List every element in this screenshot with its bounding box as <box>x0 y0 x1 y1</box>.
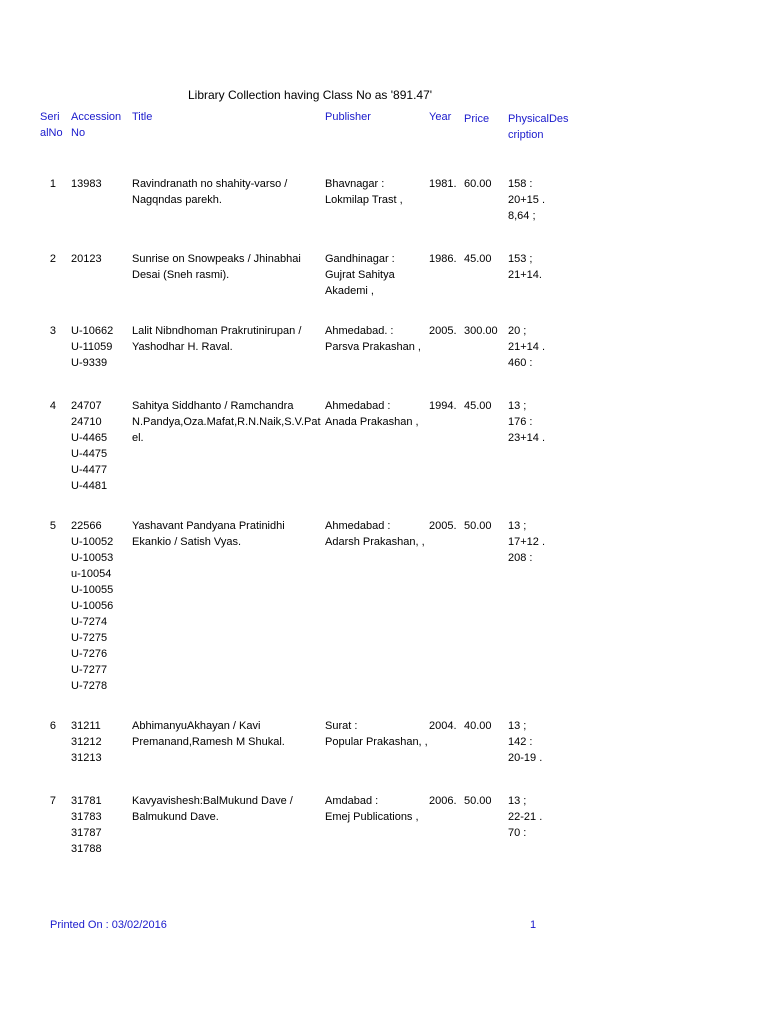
title-cell-line: Premanand,Ramesh M Shukal. <box>132 736 285 748</box>
header-accession-line: No <box>71 127 86 139</box>
page-number: 1 <box>530 919 537 931</box>
physical-description-cell-line: 23+14 . <box>508 432 546 444</box>
title-cell-line: Ekankio / Satish Vyas. <box>132 536 242 548</box>
publisher-cell-line: Gandhinagar : <box>325 253 395 265</box>
accession-no-line: U-7277 <box>71 664 108 676</box>
serial-no: 6 <box>49 720 56 732</box>
publisher-cell-line: Ahmedabad : <box>325 400 391 412</box>
publisher-cell-line: Akademi , <box>325 285 374 297</box>
accession-no-line: 31212 <box>71 736 102 748</box>
physical-description-cell <box>508 176 545 224</box>
header-publisher-line: Publisher <box>325 111 371 123</box>
publisher-cell-line: Surat : <box>325 720 358 732</box>
serial-no: 2 <box>49 253 56 265</box>
year-cell: 1994. <box>429 400 457 412</box>
accession-no-line: 31788 <box>71 843 102 855</box>
accession-no-line: 31783 <box>71 811 102 823</box>
price-cell: 50.00 <box>464 795 492 807</box>
physical-description-cell-line: 142 : <box>508 736 533 748</box>
physical-description-cell-line: 13 ; <box>508 400 527 412</box>
accession-no-line: U-4481 <box>71 480 108 492</box>
physical-description-cell-line: 158 : <box>508 178 533 190</box>
accession-no-line: U-7278 <box>71 680 108 692</box>
title-cell-line: Sunrise on Snowpeaks / Jhinabhai <box>132 253 301 265</box>
publisher-cell-line: Lokmilap Trast , <box>325 194 403 206</box>
title-cell-line: Sahitya Siddhanto / Ramchandra <box>132 400 294 412</box>
publisher-cell-line: Ahmedabad. : <box>325 325 394 337</box>
physical-description-cell-line: 20+15 . <box>508 194 546 206</box>
physical-description-cell <box>508 793 542 841</box>
title-cell <box>132 176 322 208</box>
accession-no <box>71 718 102 766</box>
accession-no <box>71 251 102 267</box>
year-cell: 1986. <box>429 253 457 265</box>
accession-no-line: U-7274 <box>71 616 108 628</box>
physical-description-cell-line: 20-19 . <box>508 752 543 764</box>
title-cell-line: Nagqndas parekh. <box>132 194 222 206</box>
physical-description-cell-line: 153 ; <box>508 253 533 265</box>
physical-description-cell-line: 176 : <box>508 416 533 428</box>
accession-no-line: U-9339 <box>71 357 108 369</box>
accession-no-line: U-10053 <box>71 552 114 564</box>
price-cell: 40.00 <box>464 720 492 732</box>
header-year <box>429 109 451 125</box>
header-price-line: Price <box>464 113 490 125</box>
price-cell: 300.00 <box>464 325 498 337</box>
publisher-cell <box>325 718 428 750</box>
physical-description-cell <box>508 718 542 766</box>
physical-description-cell <box>508 323 545 371</box>
title-cell-line: Ravindranath no shahity-varso / <box>132 178 288 190</box>
accession-no-line: U-7275 <box>71 632 108 644</box>
serial-no: 7 <box>49 795 56 807</box>
physical-description-cell-line: 13 ; <box>508 720 527 732</box>
publisher-cell <box>325 518 425 550</box>
title-cell-line: Desai (Sneh rasmi). <box>132 269 230 281</box>
accession-no-line: U-4475 <box>71 448 108 460</box>
accession-no-line: 31781 <box>71 795 102 807</box>
publisher-cell <box>325 793 419 825</box>
price-cell: 60.00 <box>464 178 492 190</box>
header-publisher <box>325 109 371 125</box>
accession-no-line: 24710 <box>71 416 102 428</box>
year-cell: 2005. <box>429 325 457 337</box>
title-cell <box>132 251 322 283</box>
physical-description-cell-line: 460 : <box>508 357 533 369</box>
accession-no-line: U-10052 <box>71 536 114 548</box>
physical-description-cell-line: 20 ; <box>508 325 527 337</box>
accession-no-line: 31213 <box>71 752 102 764</box>
header-physical-line: cription <box>508 129 544 141</box>
accession-no-line: U-10056 <box>71 600 114 612</box>
title-cell <box>132 398 322 446</box>
header-serial-line: alNo <box>40 127 63 139</box>
accession-no-line: U-4477 <box>71 464 108 476</box>
header-title <box>132 109 152 125</box>
accession-no <box>71 793 102 857</box>
physical-description-cell-line: 208 : <box>508 552 533 564</box>
accession-no-line: 24707 <box>71 400 102 412</box>
accession-no-line: U-10055 <box>71 584 114 596</box>
physical-description-cell-line: 8,64 ; <box>508 210 536 222</box>
price-cell: 45.00 <box>464 253 492 265</box>
publisher-cell-line: Gujrat Sahitya <box>325 269 395 281</box>
publisher-cell-line: Anada Prakashan , <box>325 416 419 428</box>
publisher-cell-line: Bhavnagar : <box>325 178 385 190</box>
publisher-cell <box>325 323 421 355</box>
header-year-line: Year <box>429 111 452 123</box>
physical-description-cell <box>508 518 545 566</box>
title-cell-line: Lalit Nibndhoman Prakrutinirupan / <box>132 325 302 337</box>
physical-description-cell <box>508 398 545 446</box>
title-cell-line: Yashodhar H. Raval. <box>132 341 233 353</box>
serial-no: 3 <box>49 325 56 337</box>
title-cell-line: Balmukund Dave. <box>132 811 219 823</box>
accession-no-line: 31211 <box>71 720 101 732</box>
header-serial <box>40 109 63 141</box>
serial-no: 1 <box>49 178 56 190</box>
publisher-cell-line: Ahmedabad : <box>325 520 391 532</box>
header-accession-line: Accession <box>71 111 122 123</box>
title-cell-line: Yashavant Pandyana Pratinidhi <box>132 520 285 532</box>
printed-on: Printed On : 03/02/2016 <box>50 919 167 931</box>
publisher-cell-line: Popular Prakashan, , <box>325 736 428 748</box>
physical-description-cell-line: 21+14. <box>508 269 542 281</box>
accession-no-line: U-11059 <box>71 341 113 353</box>
physical-description-cell <box>508 251 542 283</box>
year-cell: 2005. <box>429 520 457 532</box>
serial-no: 4 <box>49 400 56 412</box>
accession-no-line: 13983 <box>71 178 102 190</box>
publisher-cell-line: Emej Publications , <box>325 811 419 823</box>
publisher-cell-line: Adarsh Prakashan, , <box>325 536 425 548</box>
physical-description-cell-line: 22-21 . <box>508 811 543 823</box>
publisher-cell <box>325 398 419 430</box>
header-title-line: Title <box>132 111 153 123</box>
accession-no-line: U-4465 <box>71 432 108 444</box>
publisher-cell-line: Amdabad : <box>325 795 379 807</box>
accession-no-line: U-7276 <box>71 648 108 660</box>
publisher-cell <box>325 176 403 208</box>
title-cell-line: N.Pandya,Oza.Mafat,R.N.Naik,S.V.Pat <box>132 416 321 428</box>
year-cell: 2004. <box>429 720 457 732</box>
accession-no <box>71 398 107 494</box>
physical-description-cell-line: 13 ; <box>508 795 527 807</box>
publisher-cell-line: Parsva Prakashan , <box>325 341 421 353</box>
title-cell <box>132 323 322 355</box>
header-physical-description <box>508 111 569 143</box>
accession-no-line: 31787 <box>71 827 102 839</box>
title-cell-line: AbhimanyuAkhayan / Kavi <box>132 720 261 732</box>
accession-no <box>71 323 113 371</box>
accession-no-line: U-10662 <box>71 325 114 337</box>
header-physical-line: PhysicalDes <box>508 113 569 125</box>
price-cell: 45.00 <box>464 400 492 412</box>
accession-no-line: u-10054 <box>71 568 112 580</box>
title-cell-line: Kavyavishesh:BalMukund Dave / <box>132 795 293 807</box>
accession-no <box>71 176 102 192</box>
page-title: Library Collection having Class No as '891.47' <box>188 88 433 102</box>
publisher-cell <box>325 251 395 299</box>
title-cell <box>132 793 322 825</box>
price-cell: 50.00 <box>464 520 492 532</box>
header-price <box>464 111 489 127</box>
accession-no <box>71 518 113 694</box>
physical-description-cell-line: 13 ; <box>508 520 527 532</box>
accession-no-line: 20123 <box>71 253 102 265</box>
title-cell <box>132 518 322 550</box>
physical-description-cell-line: 70 : <box>508 827 527 839</box>
title-cell <box>132 718 322 750</box>
header-accession <box>71 109 121 141</box>
serial-no: 5 <box>49 520 56 532</box>
header-serial-line: Seri <box>40 111 60 123</box>
physical-description-cell-line: 21+14 . <box>508 341 546 353</box>
physical-description-cell-line: 17+12 . <box>508 536 546 548</box>
year-cell: 1981. <box>429 178 457 190</box>
accession-no-line: 22566 <box>71 520 102 532</box>
title-cell-line: el. <box>132 432 144 444</box>
year-cell: 2006. <box>429 795 457 807</box>
